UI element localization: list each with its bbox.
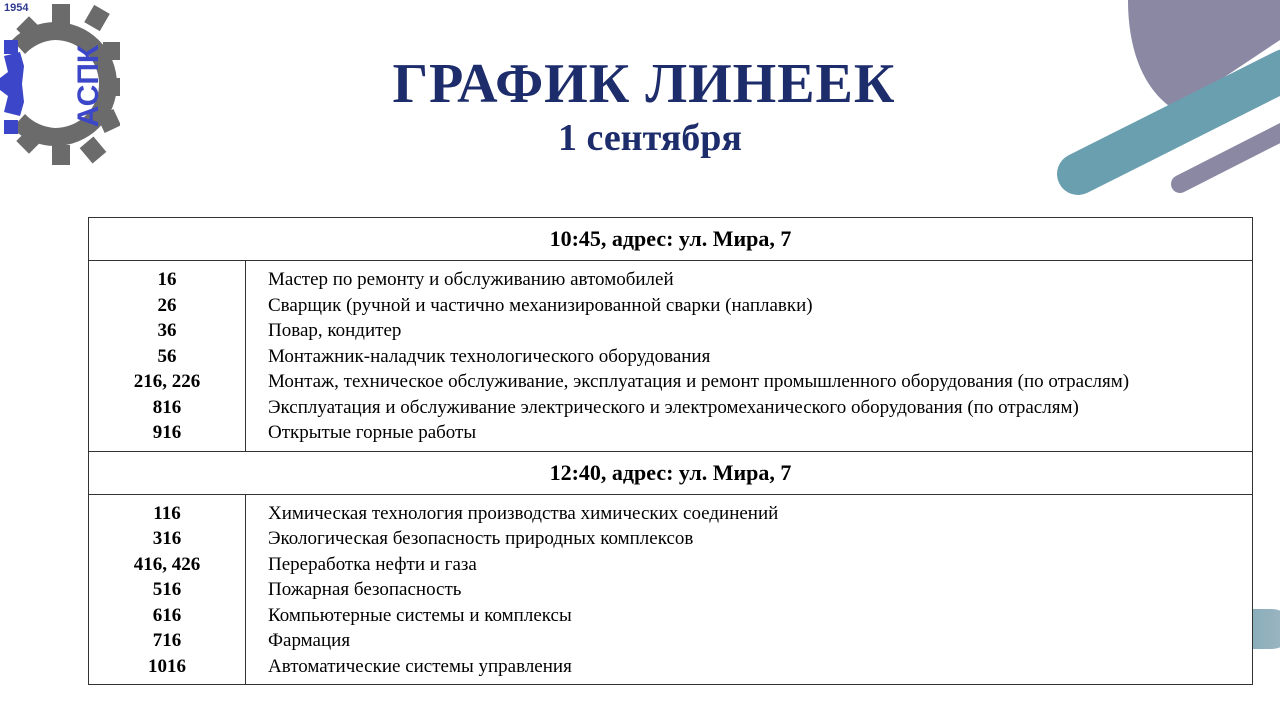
specialty-name: Повар, кондитер: [268, 320, 402, 341]
specialty-code: 916: [152, 422, 182, 443]
schedule-table: [88, 217, 1253, 685]
specialty-name: Мастер по ремонту и обслуживанию автомобилей: [268, 269, 674, 290]
specialty-code: 1016: [148, 655, 186, 677]
logo-text: АСПК: [72, 44, 105, 128]
specialty-code: 716: [152, 630, 182, 651]
specialty-name: Сварщик (ручной и частично механизированной сварки (наплавки): [268, 294, 813, 316]
specialty-code: 56: [157, 345, 177, 367]
codes-column: [89, 495, 246, 685]
session-header: 12:40, адрес: ул. Мира, 7: [89, 452, 1252, 495]
specialty-name: Автоматические системы управления: [268, 655, 572, 677]
specialty-name: Экологическая безопасность природных комплексов: [268, 528, 694, 549]
specialty-code: 26: [157, 294, 177, 316]
specialty-code: 116: [153, 502, 181, 524]
logo-year: 1954: [4, 2, 29, 14]
specialty-name: Переработка нефти и газа: [268, 553, 477, 575]
names-column: [246, 261, 1252, 451]
specialty-name: Монтажник-наладчик технологического оборудования: [268, 345, 711, 367]
specialty-code: 316: [152, 528, 182, 549]
specialty-code: 616: [152, 604, 182, 626]
specialty-name: Компьютерные системы и комплексы: [268, 604, 572, 626]
session-body: [89, 495, 1252, 685]
specialty-code: 816: [152, 396, 182, 418]
specialty-name: Эксплуатация и обслуживание электрического и электромеханического оборудования (по отраслям): [268, 396, 1079, 418]
specialty-code: 516: [152, 579, 182, 600]
names-column: [246, 495, 1252, 685]
session-header: 10:45, адрес: ул. Мира, 7: [89, 218, 1252, 261]
codes-column: [89, 261, 246, 451]
specialty-name: Фармация: [268, 630, 351, 651]
specialty-name: Пожарная безопасность: [268, 579, 462, 600]
specialty-code: 16: [157, 269, 177, 290]
page-subtitle: 1 сентября: [557, 117, 742, 159]
specialty-code: 416, 426: [133, 553, 201, 575]
specialty-code: 216, 226: [133, 371, 201, 392]
specialty-name: Химическая технология производства химических соединений: [268, 502, 779, 524]
specialty-code: 36: [157, 320, 177, 341]
specialty-name: Монтаж, техническое обслуживание, эксплуатация и ремонт промышленного оборудования (по отраслям): [268, 371, 1130, 392]
session-body: [89, 261, 1252, 452]
page-title: ГРАФИК ЛИНЕЕК: [392, 53, 896, 115]
specialty-name: Открытые горные работы: [268, 422, 477, 443]
